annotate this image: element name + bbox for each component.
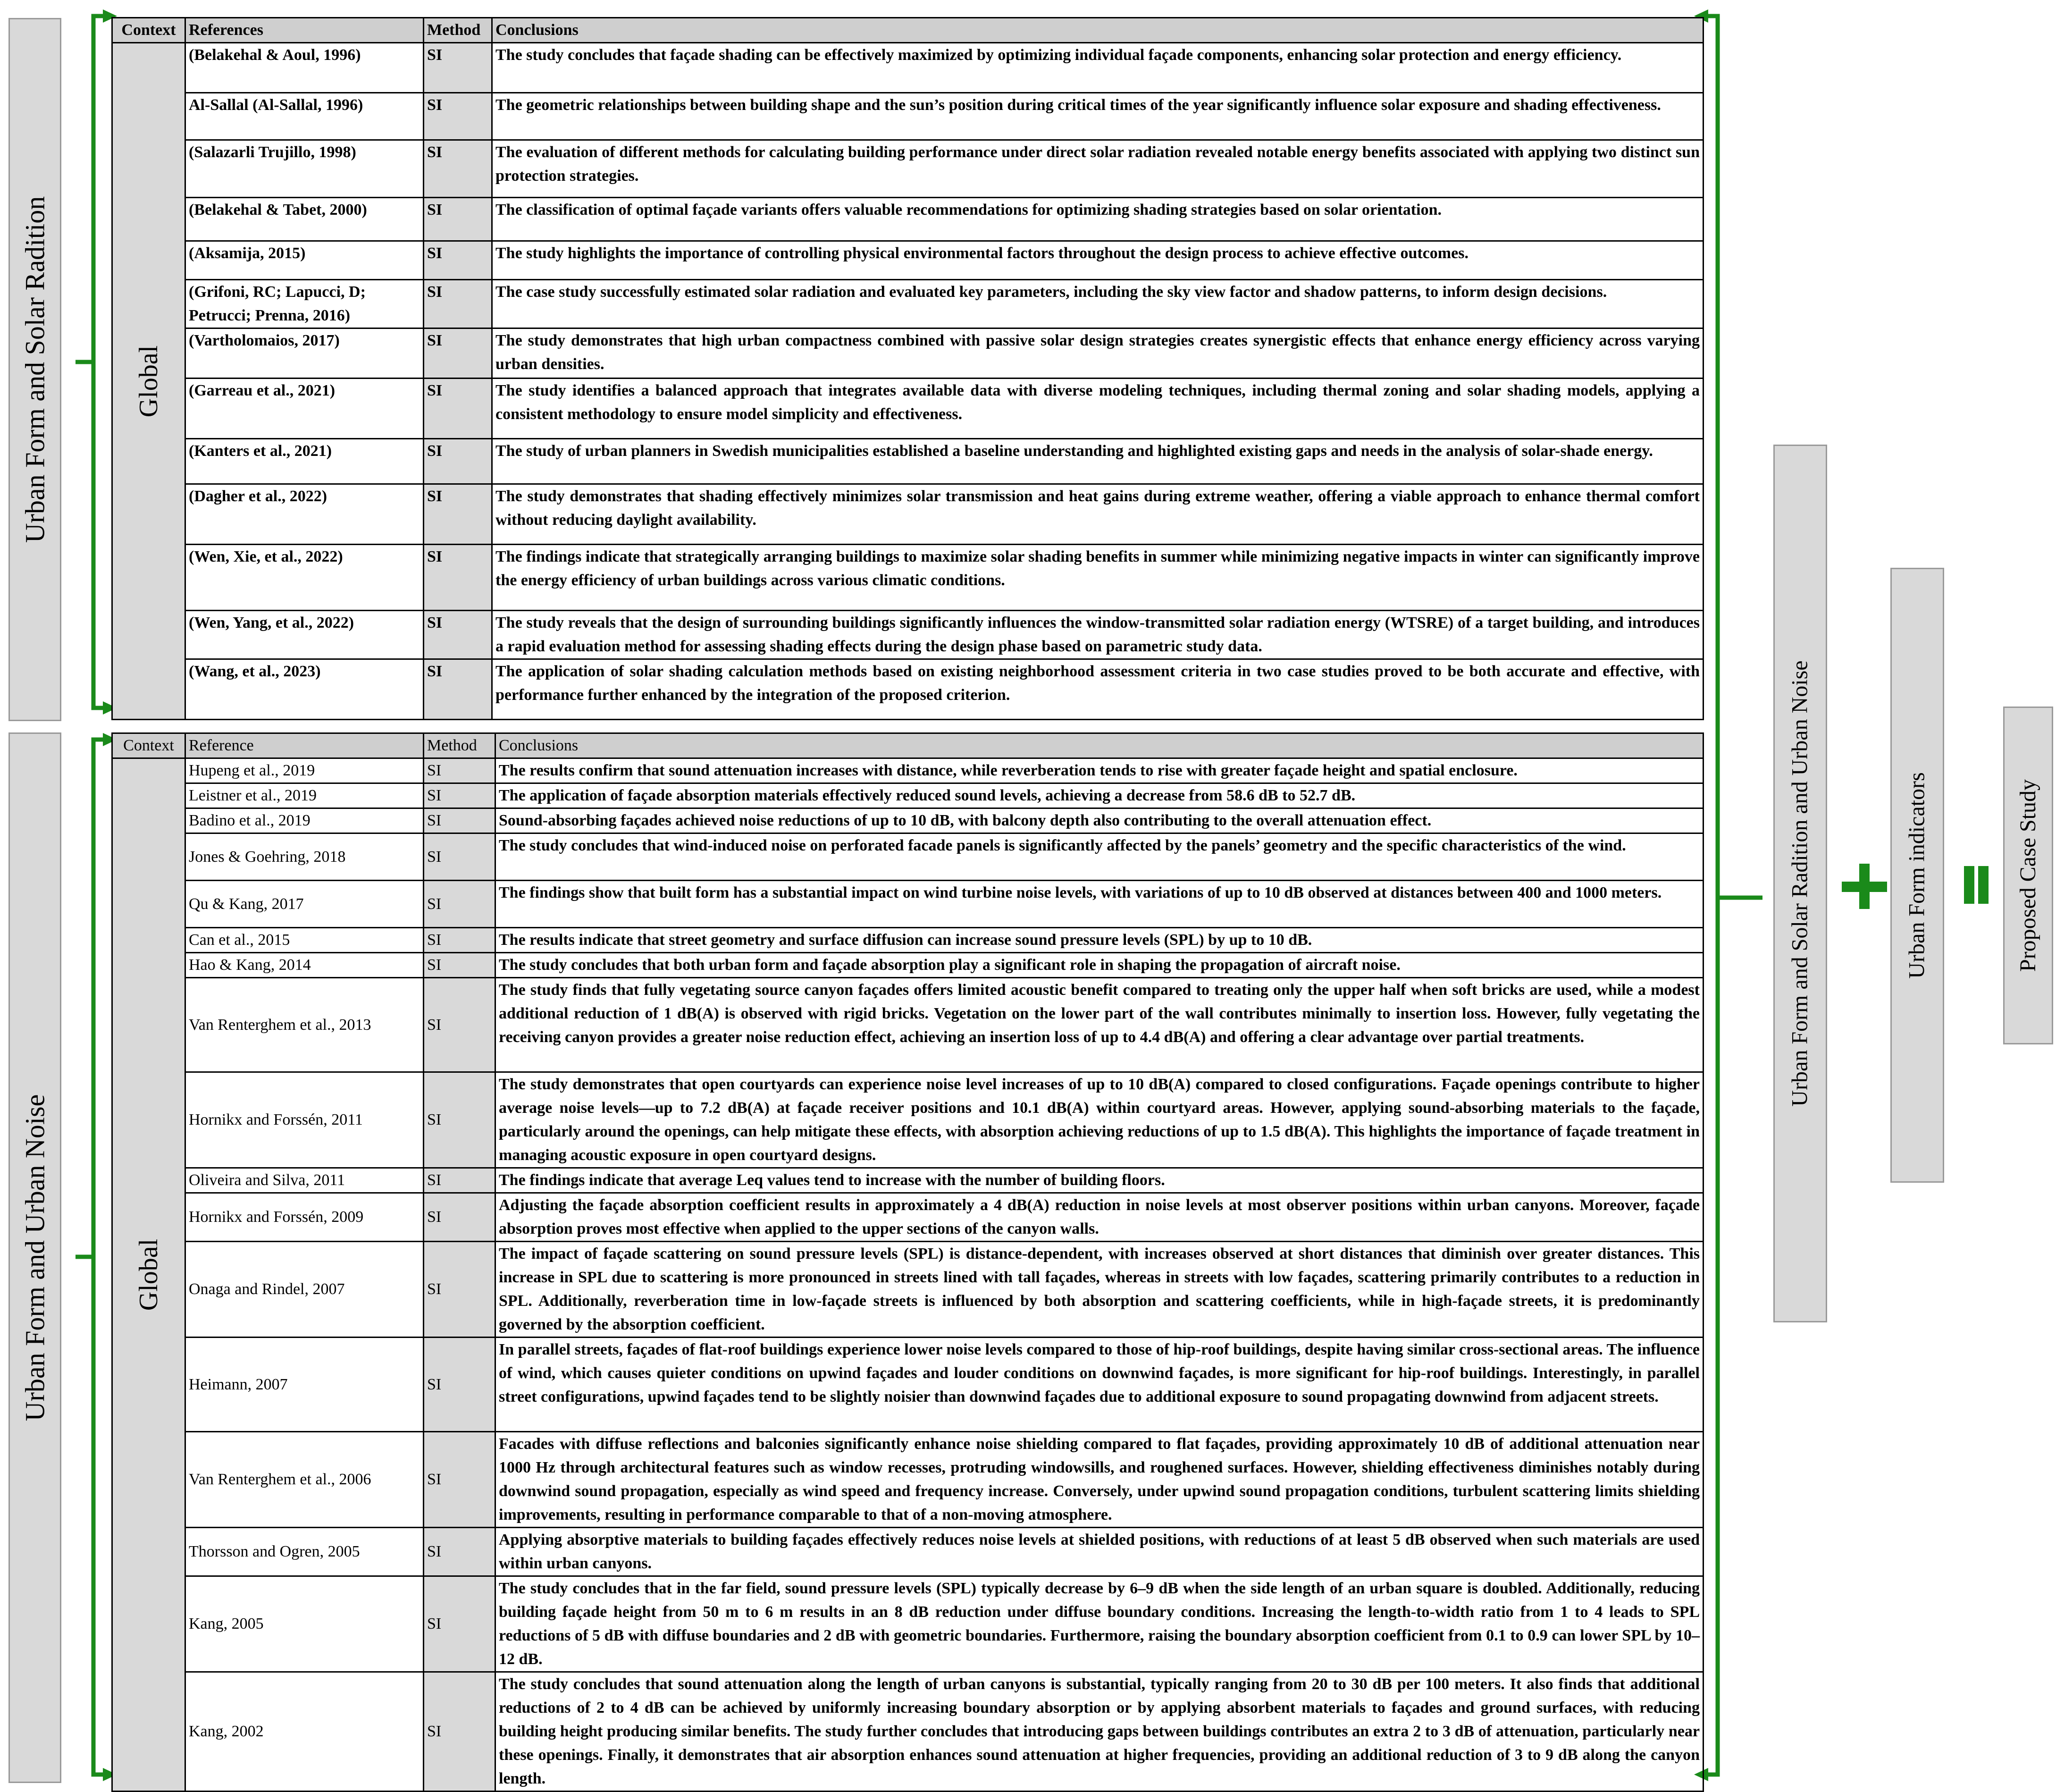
equals-icon: [1964, 866, 1974, 904]
table-row: [112, 1528, 1704, 1576]
conclusion-cell: The findings indicate that strategically arranging buildings to maximize solar shading benefits in summer while minimizing negative impacts in winter can significantly improve the energy efficiency of urban buildings across various climatic conditions.: [492, 545, 1704, 611]
reference-cell: Hao & Kang, 2014: [185, 953, 424, 978]
conclusion-cell: The findings show that built form has a substantial impact on wind turbine noise levels, with variations of up to 10 dB observed at distances between 400 and 1000 meters.: [495, 881, 1704, 928]
method-cell: SI: [424, 953, 495, 978]
conclusion-cell: The study highlights the importance of controlling physical environmental factors throughout the design process to achieve effective outcomes.: [492, 241, 1704, 280]
conclusion-cell: The study demonstrates that shading effectively minimizes solar transmission and heat gains during extreme weather, offering a viable approach to enhance thermal comfort without reducing daylight availability.: [492, 484, 1704, 545]
noise-table-header: [112, 733, 1704, 758]
method-cell: SI: [424, 140, 492, 198]
reference-cell: (Wen, Xie, et al., 2022): [185, 545, 424, 611]
conclusion-cell: Applying absorptive materials to building façades effectively reduces noise levels at shielded positions, with reductions of at least 5 dB observed when such materials are used within urban canyons.: [495, 1528, 1704, 1576]
table-row: [112, 43, 1704, 93]
table-row: [112, 328, 1704, 379]
left-noise-bracket: [93, 740, 106, 1775]
method-cell: SI: [424, 978, 495, 1072]
conclusion-cell: The impact of façade scattering on sound pressure levels (SPL) is distance-dependent, with increases observed at short distances that diminish over greater distances. This increase in SPL due to scattering is more pronounced in streets lined with tall façades, whereas in streets with low façades, scattering primarily contributes to a reduction in SPL. Additionally, reverberation time in low-façade streets is influenced by both absorption and scattering coefficients, while in high-façade streets, it is predominantly governed by the absorption coefficient.: [495, 1242, 1704, 1338]
equals-icon-bar2: [1978, 866, 1989, 904]
solar-section-title: Urban Form and Solar Radition: [19, 196, 50, 543]
case-study-label-box: [2003, 707, 2053, 1044]
table-row: [112, 881, 1704, 928]
header-references: Reference: [185, 733, 424, 758]
conclusion-cell: The study demonstrates that high urban compactness combined with passive solar design strategies creates synergistic effects that enhance energy efficiency across varying urban densities.: [492, 328, 1704, 379]
table-row: [112, 439, 1704, 484]
conclusion-cell: The study demonstrates that open courtyards can experience noise level increases of up to 10 dB(A) compared to closed configurations. Façade openings contribute to higher average noise levels—up to 7.2 dB(A) at façade receiver positions and 10.1 dB(A) within courtyard areas. However, applying sound-absorbing materials to the façade, particularly around the openings, can help mitigate these effects, with absorption achieving reductions of up to 1.5 dB(A). This highlights the importance of façade treatment in managing acoustic exposure in open courtyard designs.: [495, 1072, 1704, 1168]
conclusion-cell: The findings indicate that average Leq values tend to increase with the number of building floors.: [495, 1168, 1704, 1193]
reference-cell: Badino et al., 2019: [185, 808, 424, 833]
method-cell: SI: [424, 659, 492, 720]
conclusion-cell: The study concludes that wind-induced noise on perforated facade panels is significantly affected by the panels’ geometry and the specific characteristics of the wind.: [495, 833, 1704, 881]
method-cell: SI: [424, 1672, 495, 1792]
method-cell: SI: [424, 328, 492, 379]
table-row: [112, 928, 1704, 953]
indicators-label-box: [1890, 568, 1944, 1183]
reference-cell: Can et al., 2015: [185, 928, 424, 953]
reference-cell: Thorsson and Ogren, 2005: [185, 1528, 424, 1576]
table-row: [112, 1168, 1704, 1193]
indicators-title: Urban Form indicators: [1905, 772, 1930, 979]
method-cell: SI: [424, 1576, 495, 1672]
reference-cell: Hornikx and Forssén, 2009: [185, 1193, 424, 1242]
header-context: Context: [112, 733, 185, 758]
solar-table-body: [112, 43, 1704, 720]
conclusion-cell: The classification of optimal façade variants offers valuable recommendations for optimizing shading strategies based on solar orientation.: [492, 198, 1704, 241]
conclusion-cell: In parallel streets, façades of flat-roof buildings experience lower noise levels compared to those of hip-roof buildings, despite having similar cross-sectional areas. The influence of wind, which causes quieter conditions on upwind façades and louder conditions on downwind façades, is more significant for hip-roof buildings. Interestingly, in parallel street configurations, upwind façades tend to be slightly noisier than downwind façades due to additional exposure to sound propagating downwind from adjacent streets.: [495, 1338, 1704, 1432]
conclusion-cell: The study of urban planners in Swedish municipalities established a baseline understanding and highlighted existing gaps and needs in the analysis of solar-shade energy.: [492, 439, 1704, 484]
method-cell: SI: [424, 611, 492, 659]
conclusion-cell: The study concludes that façade shading can be effectively maximized by optimizing individual façade components, enhancing solar protection and energy efficiency.: [492, 43, 1704, 93]
reference-cell: Jones & Goehring, 2018: [185, 833, 424, 881]
left-solar-bracket: [93, 16, 106, 708]
conclusion-cell: Sound-absorbing façades achieved noise reductions of up to 10 dB, with balcony depth also contributing to the overall attenuation effect.: [495, 808, 1704, 833]
method-cell: SI: [424, 1168, 495, 1193]
table-row: [112, 1576, 1704, 1672]
conclusion-cell: The geometric relationships between building shape and the sun’s position during critical times of the year significantly influence solar exposure and shading effectiveness.: [492, 93, 1704, 140]
method-cell: SI: [424, 379, 492, 439]
method-cell: SI: [424, 783, 495, 808]
conclusion-cell: The study concludes that both urban form and façade absorption play a significant role in shaping the propagation of aircraft noise.: [495, 953, 1704, 978]
conclusion-cell: The results confirm that sound attenuation increases with distance, while reverberation tends to rise with greater façade height and spatial enclosure.: [495, 758, 1704, 783]
table-row: [112, 1432, 1704, 1528]
reference-cell: (Belakehal & Aoul, 1996): [185, 43, 424, 93]
method-cell: SI: [424, 43, 492, 93]
table-row: [112, 280, 1704, 328]
method-cell: SI: [424, 484, 492, 545]
conclusion-cell: The study concludes that in the far field, sound pressure levels (SPL) typically decrease by 6–9 dB when the side length of an urban square is doubled. Additionally, reducing building façade height from 50 m to 6 m results in an 8 dB reduction under diffuse boundary conditions. Increasing the length-to-width ratio from 1 to 4 leads to SPL reductions of 5 dB with diffuse boundaries and 2 dB with geometric boundaries. Furthermore, raising the boundary absorption coefficient from 0.1 to 0.9 can lower SPL by 10–12 dB.: [495, 1576, 1704, 1672]
header-method: Method: [424, 733, 495, 758]
reference-cell: (Garreau et al., 2021): [185, 379, 424, 439]
combined-label-box: [1773, 445, 1827, 1322]
method-cell: SI: [424, 1338, 495, 1432]
reference-cell: Van Renterghem et al., 2013: [185, 978, 424, 1072]
conclusion-cell: The study reveals that the design of surrounding buildings significantly influences the window-transmitted solar radiation energy (WTSRE) of a target building, and introduces a rapid evaluation method for assessing shading effects during the design phase based on parametric study data.: [492, 611, 1704, 659]
table-row: [112, 545, 1704, 611]
reference-cell: Van Renterghem et al., 2006: [185, 1432, 424, 1528]
method-cell: SI: [424, 439, 492, 484]
table-row: [112, 808, 1704, 833]
conclusion-cell: The study concludes that sound attenuation along the length of urban canyons is substantial, typically ranging from 20 to 30 dB per 100 meters. It also finds that additional reductions of 2 to 4 dB can be achieved by uniformly increasing boundary absorption or by applying absorbent materials to façades and ground surfaces, with reducing building height producing similar benefits. The study further concludes that introducing gaps between buildings contributes an extra 2 to 3 dB of attenuation, particularly near these openings. Finally, it demonstrates that air absorption enhances sound attenuation at higher frequencies, providing an additional reduction of 3 to 9 dB along the canyon length.: [495, 1672, 1704, 1792]
method-cell: SI: [424, 93, 492, 140]
reference-cell: Qu & Kang, 2017: [185, 881, 424, 928]
context-cell: [112, 43, 185, 720]
table-row: [112, 953, 1704, 978]
conclusion-cell: Adjusting the façade absorption coefficient results in approximately a 4 dB(A) reduction in noise levels at most observer positions within urban canyons. Moreover, façade absorption proves most effective when applied to the upper sections of the canyon walls.: [495, 1193, 1704, 1242]
reference-cell: (Belakehal & Tabet, 2000): [185, 198, 424, 241]
noise-table-body: [112, 758, 1704, 1792]
reference-cell: (Wen, Yang, et al., 2022): [185, 611, 424, 659]
method-cell: SI: [424, 280, 492, 328]
reference-cell: Hornikx and Forssén, 2011: [185, 1072, 424, 1168]
table-row: [112, 379, 1704, 439]
reference-cell: Heimann, 2007: [185, 1338, 424, 1432]
reference-cell: (Grifoni, RC; Lapucci, D; Petrucci; Prenna, 2016): [185, 280, 424, 328]
method-cell: SI: [424, 928, 495, 953]
method-cell: SI: [424, 1432, 495, 1528]
method-cell: SI: [424, 1242, 495, 1338]
reference-cell: Oliveira and Silva, 2011: [185, 1168, 424, 1193]
plus-icon: [1859, 864, 1870, 909]
table-row: [112, 93, 1704, 140]
noise-section-title: Urban Form and Urban Noise: [19, 1094, 50, 1422]
context-cell: [112, 758, 185, 1792]
method-cell: SI: [424, 1193, 495, 1242]
case-study-title: Proposed Case Study: [2015, 779, 2040, 972]
reference-cell: Leistner et al., 2019: [185, 783, 424, 808]
method-cell: SI: [424, 198, 492, 241]
noise-references-table: [111, 732, 1704, 1792]
table-row: [112, 1193, 1704, 1242]
method-cell: SI: [424, 808, 495, 833]
right-combined-bracket: [1704, 16, 1718, 1775]
table-row: [112, 1072, 1704, 1168]
table-row: [112, 833, 1704, 881]
table-row: [112, 241, 1704, 280]
table-row: [112, 1338, 1704, 1432]
table-row: [112, 1672, 1704, 1792]
table-row: [112, 978, 1704, 1072]
header-method: Method: [424, 18, 492, 43]
conclusion-cell: The application of solar shading calculation methods based on existing neighborhood assessment criteria in two case studies proved to be both accurate and effective, with performance further enhanced by the integration of the proposed criterion.: [492, 659, 1704, 720]
reference-cell: Al-Sallal (Al-Sallal, 1996): [185, 93, 424, 140]
table-row: [112, 783, 1704, 808]
reference-cell: (Dagher et al., 2022): [185, 484, 424, 545]
table-row: [112, 611, 1704, 659]
conclusion-cell: The evaluation of different methods for calculating building performance under direct solar radiation revealed notable energy benefits associated with applying two distinct sun protection strategies.: [492, 140, 1704, 198]
combined-title: Urban Form and Solar Radition and Urban Noise: [1787, 660, 1813, 1107]
solar-table-header: [112, 18, 1704, 43]
header-references: References: [185, 18, 424, 43]
method-cell: SI: [424, 758, 495, 783]
context-value: Global: [134, 345, 164, 417]
header-context: Context: [112, 18, 185, 43]
table-row: [112, 198, 1704, 241]
reference-cell: (Kanters et al., 2021): [185, 439, 424, 484]
table-row: [112, 140, 1704, 198]
solar-references-table: [111, 17, 1704, 720]
conclusion-cell: The results indicate that street geometry and surface diffusion can increase sound pressure levels (SPL) by up to 10 dB.: [495, 928, 1704, 953]
context-value: Global: [134, 1238, 164, 1311]
method-cell: SI: [424, 545, 492, 611]
reference-cell: (Vartholomaios, 2017): [185, 328, 424, 379]
table-row: [112, 1242, 1704, 1338]
conclusion-cell: The application of façade absorption materials effectively reduced sound levels, achieving a decrease from 58.6 dB to 52.7 dB.: [495, 783, 1704, 808]
conclusion-cell: Facades with diffuse reflections and balconies significantly enhance noise shielding compared to flat façades, providing approximately 10 dB of additional attenuation near 1000 Hz through architectural features such as window recesses, protruding windowsills, and roughened surfaces. However, shielding effectiveness diminishes notably during downwind sound propagation, especially as wind speed and frequency increase. Conversely, under upwind sound propagation conditions, turbulent scattering limits shielding improvements, resulting in performance comparable to that of a non-moving atmosphere.: [495, 1432, 1704, 1528]
reference-cell: Kang, 2005: [185, 1576, 424, 1672]
reference-cell: (Aksamija, 2015): [185, 241, 424, 280]
method-cell: SI: [424, 1528, 495, 1576]
reference-cell: Kang, 2002: [185, 1672, 424, 1792]
conclusion-cell: The case study successfully estimated solar radiation and evaluated key parameters, including the sky view factor and shadow patterns, to inform design decisions.: [492, 280, 1704, 328]
reference-cell: (Salazarli Trujillo, 1998): [185, 140, 424, 198]
method-cell: SI: [424, 241, 492, 280]
table-row: [112, 484, 1704, 545]
header-conclusions: Conclusions: [492, 18, 1704, 43]
conclusion-cell: The study finds that fully vegetating source canyon façades offers limited acoustic benefit compared to treating only the upper half when soft bricks are used, while a modest additional reduction of 1 dB(A) is observed with rigid bricks. Vegetation on the lower part of the wall contributes minimally to insertion loss. However, fully vegetating the receiving canyon provides a greater noise reduction effect, achieving an insertion loss of up to 4.4 dB(A) and offering a clear advantage over partial treatments.: [495, 978, 1704, 1072]
reference-cell: (Wang, et al., 2023): [185, 659, 424, 720]
method-cell: SI: [424, 1072, 495, 1168]
reference-cell: Hupeng et al., 2019: [185, 758, 424, 783]
method-cell: SI: [424, 833, 495, 881]
table-row: [112, 758, 1704, 783]
conclusion-cell: The study identifies a balanced approach that integrates available data with diverse modeling techniques, including thermal zoning and solar shading models, applying a consistent methodology to ensure model simplicity and effectiveness.: [492, 379, 1704, 439]
header-conclusions: Conclusions: [495, 733, 1704, 758]
method-cell: SI: [424, 881, 495, 928]
table-row: [112, 659, 1704, 720]
reference-cell: Onaga and Rindel, 2007: [185, 1242, 424, 1338]
